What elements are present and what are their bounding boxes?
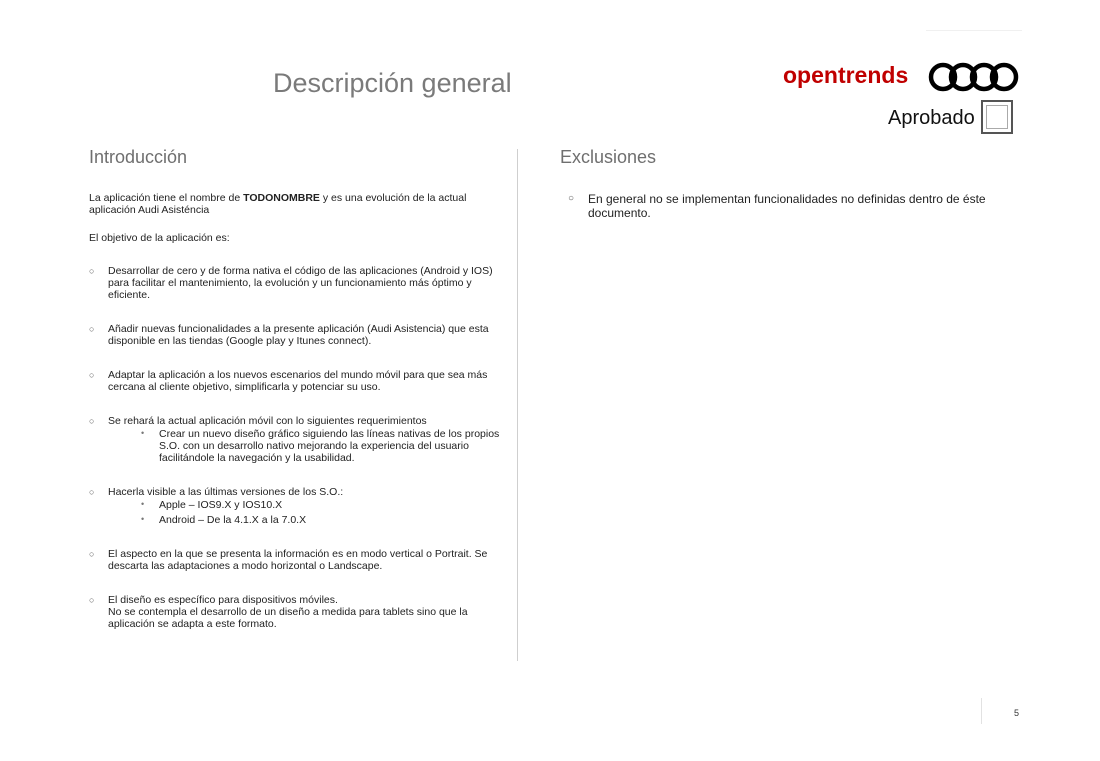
column-divider [517,149,518,661]
list-item [89,486,504,526]
list-item-text: Añadir nuevas funcionalidades a la presente aplicación (Audi Asistencia) que esta disponible en las tiendas (Google play y Itunes connect). [108,323,489,347]
circle-bullet-icon: ○ [89,549,95,559]
sub-list [108,428,504,464]
dot-bullet-icon: • [141,514,145,524]
page-number-separator [981,698,982,724]
app-name: TODONOMBRE [243,192,320,204]
circle-bullet-icon: ○ [89,266,95,276]
sub-list-item [141,499,504,511]
introduction-column [89,147,504,652]
circle-bullet-icon: ○ [89,416,95,426]
list-item-text: El diseño es específico para dispositivos móviles. [108,594,338,606]
list-item [89,548,504,572]
four-rings-logo [928,62,1020,92]
dot-bullet-icon: • [141,428,145,438]
circle-bullet-icon: ○ [89,370,95,380]
list-item-text: Hacerla visible a las últimas versiones de los S.O.: [108,486,344,498]
sub-list-item [141,428,504,464]
page-title: Descripción general [273,68,512,98]
logo-frame [926,30,1022,59]
brand-name: opentrends [783,62,909,88]
intro-suffix: y es una evolución de la actual aplicación Audi Asisténcia [89,192,467,216]
circle-bullet-icon: ○ [89,487,95,497]
approved-label: Aprobado [888,107,975,129]
list-item-text-continued: No se contempla el desarrollo de un diseño a medida para tablets sino que la aplicación se adapta a este formato. [108,606,468,630]
list-item [89,415,504,464]
list-item-text: Adaptar la aplicación a los nuevos escenarios del mundo móvil para que sea más cercana al cliente objetivo, simplificarla y potenciar su uso. [108,369,488,393]
list-item-text: En general no se implementan funcionalidades no definidas dentro de éste documento. [588,192,986,220]
circle-bullet-icon: ○ [89,595,95,605]
approved-checkbox[interactable] [981,100,1013,134]
goal-paragraph: El objetivo de la aplicación es: [89,232,230,244]
objectives-list [89,265,504,630]
sub-list-item-text: Android – De la 4.1.X a la 7.0.X [159,514,307,526]
list-item-text: Se rehará la actual aplicación móvil con lo siguientes requerimientos [108,415,427,427]
circle-bullet-icon: ○ [568,193,575,204]
sub-list-item-text: Crear un nuevo diseño gráfico siguiendo las líneas nativas de los propios S.O. con un desarrollo nativo mejorando la experiencia del usuario facilitándole la navegación y la usabilidad. [159,428,500,464]
exclusions-column [560,147,1020,220]
intro-prefix: La aplicación tiene el nombre de [89,192,244,204]
exclusions-heading: Exclusiones [560,147,657,167]
list-item [89,265,504,301]
exclusions-list [560,192,1020,220]
list-item-text: Desarrollar de cero y de forma nativa el código de las aplicaciones (Android y IOS) para facilitar el mantenimiento, la evolución y un funcionamiento más óptimo y eficiente. [108,265,493,301]
circle-bullet-icon: ○ [89,324,95,334]
sub-list-item-text: Apple – IOS9.X y IOS10.X [159,499,283,511]
sub-list-item [141,514,504,526]
intro-paragraph [89,192,504,216]
introduction-heading: Introducción [89,147,188,167]
dot-bullet-icon: • [141,499,145,509]
list-item-text: El aspecto en la que se presenta la información es en modo vertical o Portrait. Se descarta las adaptaciones a modo horizontal o Landscape. [108,548,488,572]
page-number: 5 [1014,708,1020,718]
list-item [560,192,1020,220]
sub-list [108,499,504,526]
list-item [89,369,504,393]
list-item [89,594,504,630]
list-item [89,323,504,347]
